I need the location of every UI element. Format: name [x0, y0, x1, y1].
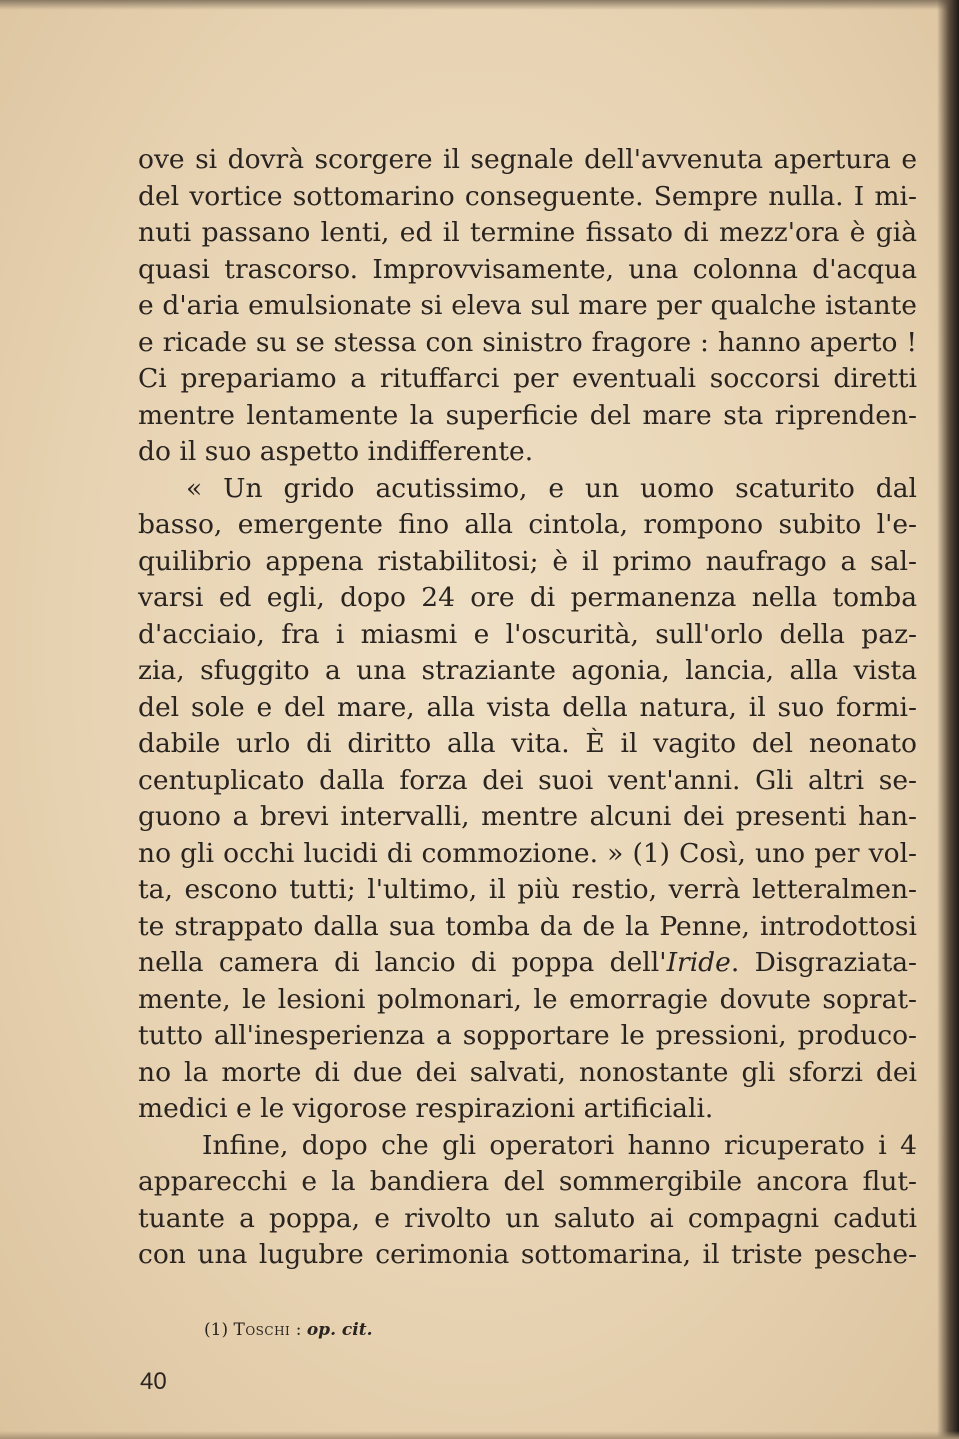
text-line: mente, le lesioni polmonari, le emorragie dovute soprat- [138, 983, 917, 1015]
ship-name-italic: Iride [666, 947, 731, 978]
text-line: quasi trascorso. Improvvisamente, una colonna d'acqua [138, 253, 917, 285]
text-line: ta, escono tutti; l'ultimo, il più restio, verrà letteralmen- [138, 874, 917, 905]
text-line: dabile urlo di diritto alla vita. È il vagito del neonato [138, 728, 917, 759]
footnote [204, 1320, 373, 1340]
footnote-reference: op. cit. [306, 1320, 373, 1340]
text-line: Ci prepariamo a rituffarci per eventuali soccorsi diretti [138, 363, 917, 394]
text-line: tuante a poppa, e rivolto un saluto ai compagni caduti [138, 1202, 917, 1234]
text-line: centuplicato dalla forza dei suoi vent'anni. Gli altri se- [138, 764, 917, 796]
text-line: e d'aria emulsionate si eleva sul mare per qualche istante [138, 290, 917, 321]
text-line: varsi ed egli, dopo 24 ore di permanenza nella tomba [138, 582, 917, 613]
text-line: del vortice sottomarino conseguente. Sempre nulla. I mi- [138, 180, 917, 212]
footnote-author: Toschi [233, 1320, 291, 1340]
text-line: con una lugubre cerimonia sottomarina, il triste pesche- [138, 1239, 917, 1270]
text-line: tutto all'inesperienza a sopportare le pressioni, produco- [138, 1020, 917, 1051]
text-line: e ricade su se stessa con sinistro fragore : hanno aperto ! [138, 326, 917, 358]
text-line: d'acciaio, fra i miasmi e l'oscurità, sull'orlo della paz- [138, 618, 917, 650]
text-line: Infine, dopo che gli operatori hanno ricuperato i 4 [202, 1129, 917, 1161]
text-line: no gli occhi lucidi di commozione. » (1) Così, uno per vol- [138, 837, 917, 869]
text-line [138, 945, 917, 982]
text-segment: . Disgraziata- [730, 947, 917, 978]
text-line: guono a brevi intervalli, mentre alcuni dei presenti han- [138, 801, 917, 832]
text-line: « Un grido acutissimo, e un uomo scaturito dal [186, 472, 917, 504]
text-line: del sole e del mare, alla vista della natura, il suo formi- [138, 691, 917, 723]
text-line: medici e le vigorose respirazioni artificiali. [138, 1093, 714, 1124]
text-line: apparecchi e la bandiera del sommergibile ancora flut- [138, 1166, 917, 1197]
page-top-edge [0, 0, 959, 10]
text-line: mentre lentamente la superficie del mare sta riprenden- [138, 399, 917, 431]
page-bottom-edge [0, 1431, 959, 1439]
text-line: ove si dovrà scorgere il segnale dell'avvenuta apertura e [138, 144, 917, 175]
text-line: quilibrio appena ristabilitosi; è il primo naufrago a sal- [138, 545, 917, 577]
text-line: basso, emergente fino alla cintola, rompono subito l'e- [138, 509, 917, 540]
text-line: no la morte di due dei salvati, nonostante gli sforzi dei [138, 1056, 917, 1088]
page-number: 40 [140, 1368, 167, 1395]
text-line: te strappato dalla sua tomba da de la Penne, introdottosi [138, 910, 917, 942]
text-line: do il suo aspetto indifferente. [138, 436, 534, 467]
text-segment: nella camera di lancio di poppa dell' [138, 947, 667, 978]
footnote-marker: (1) [204, 1320, 229, 1340]
text-line: zia, sfuggito a una straziante agonia, lancia, alla vista [138, 655, 917, 686]
text-line: nuti passano lenti, ed il termine fissato di mezz'ora è già [138, 217, 917, 248]
page-binding-shadow [937, 0, 959, 1439]
body-text [138, 142, 917, 1274]
footnote-separator: : [295, 1320, 302, 1340]
